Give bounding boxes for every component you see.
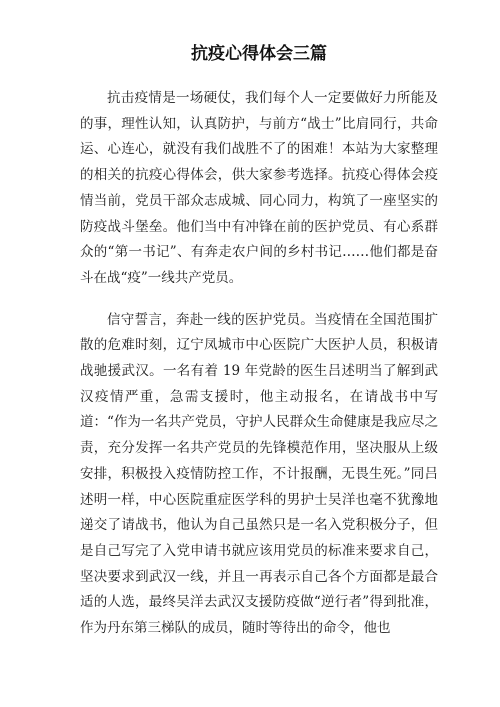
paragraph-intro: 抗击疫情是一场硬仗，我们每个人一定要做好力所能及的事，理性认知，认真防护，与前方“战士”比肩同行，共命运、心连心，就没有我们战胜不了的困难！本站为大家整理的相关的抗疫心得体会，供大家参考选择。抗疫心得体会疫情当前，党员干部众志成城、同心同力，构筑了一座坚实的防疫战斗堡垒。他们当中有冲锋在前的医护党员、有心系群众的“第一书记”、有奔走农户间的乡村书记……他们都是奋斗在战“疫”一线共产党员。 [80, 90, 438, 286]
paragraph-medical-party-members: 信守誓言，奔赴一线的医护党员。当疫情在全国范围扩散的危难时刻，辽宁凤城市中心医院广大医护人员，积极请战驰援武汉。一名有着 19 年党龄的医生吕述明当了解到武汉疫情严重，急需支援时，他主动报名，在请战书中写道：“作为一名共产党员，守护人民群众生命健康是我应尽之责，充分发挥一名共产党员的先锋模范作用，坚决服从上级安排，积极投入疫情防控工作，不计报酬，无畏生死。”同吕述明一样，中心医院重症医学科的男护士吴洋也毫不犹豫地递交了请战书，他认为自己虽然只是一名入党积极分子，但是自己写完了入党申请书就应该用党员的标准来要求自己，坚决要求到武汉一线，并且一再表示自己各个方面都是最合适的人选，最终吴洋去武汉支援防疫做“逆行者”得到批准，作为丹东第三梯队的成员，随时等待出的命令，他也 [80, 311, 438, 637]
document-title: 抗疫心得体会三篇 [191, 44, 327, 64]
